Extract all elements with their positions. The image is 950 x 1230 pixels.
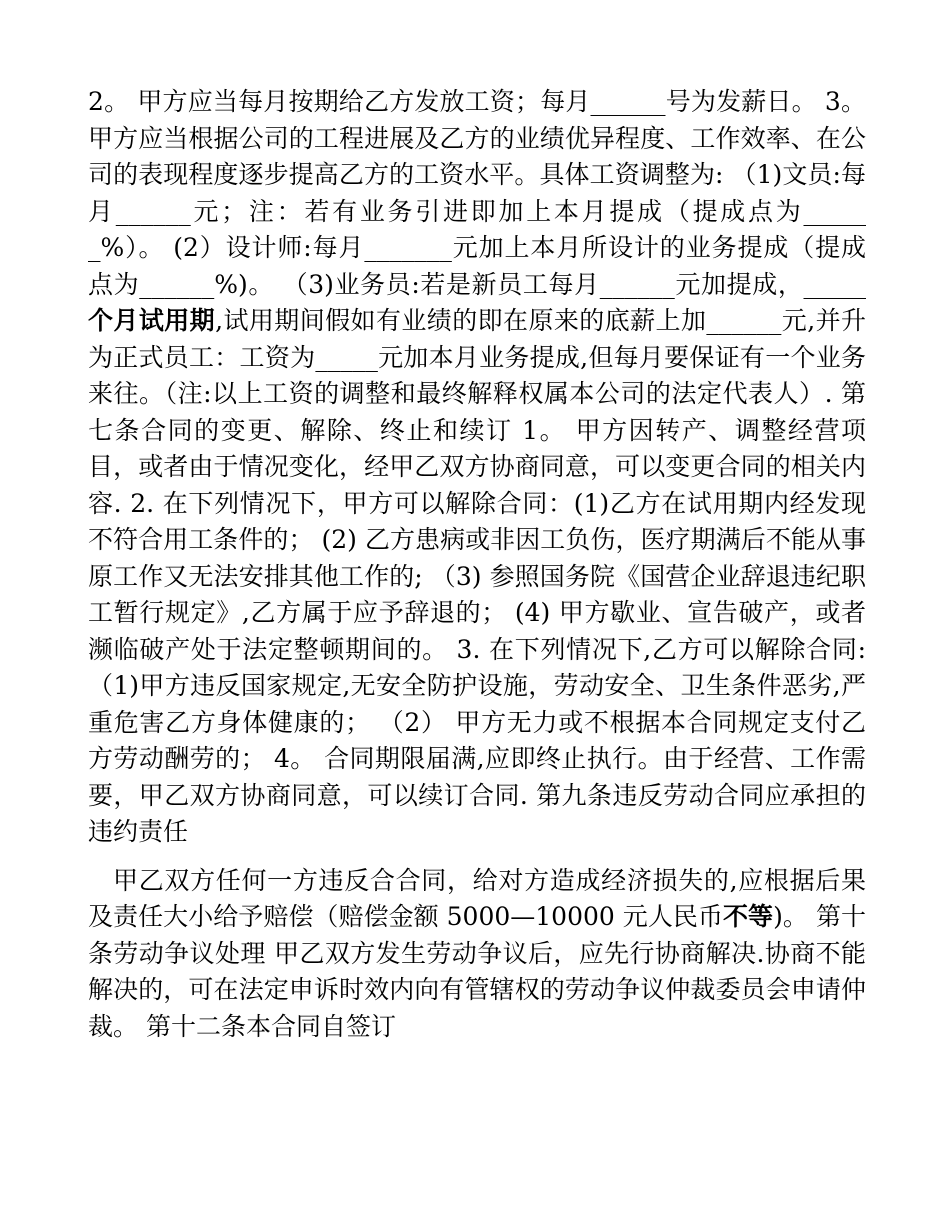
contract-paragraph-2 [88, 863, 866, 1046]
contract-paragraph-1 [88, 84, 866, 851]
probation-period-bold: 个月试用期 [88, 306, 216, 335]
paragraph-1-text-a: 2。 甲方应当每月按期给乙方发放工资；每月______号为发薪日。 3。甲方应当根据公司的工程进展及乙方的业绩优异程度、工作效率、在公司的表现程度逐步提高乙方的工资水平。具体工资调整为: （1)文员:每月______元；注：若有业务引进即加上本月提成（提成点为______%）。 (2）设计师:每月_______元加上本月所设计的业务提成（提成点为______%)。 （3)业务员:若是新员工每月______元加提成，_____ [88, 87, 866, 299]
paragraph-1-text-b: ,试用期间假如有业绩的即在原来的底薪上加______元,并升为正式员工：工资为_____元加本月业务提成,但每月要保证有一个业务来往。（注:以上工资的调整和最终解释权属本公司的法定代表人）. 第七条合同的变更、解除、终止和续订 1。 甲方因转产、调整经营项目，或者由于情况变化，经甲乙双方协商同意，可以变更合同的相关内容. 2. 在下列情况下，甲方可以解除合同：(1)乙方在试用期内经发现不符合用工条件的； (2) 乙方患病或非因工负伤，医疗期满后不能从事原工作又无法安排其他工作的; （3) 参照国务院《国营企业辞退违纪职工暂行规定》,乙方属于应予辞退的； (4) 甲方歇业、宣告破产，或者濒临破产处于法定整顿期间的。 3. 在下列情况下,乙方可以解除合同: （1)甲方违反国家规定,无安全防护设施，劳动安全、卫生条件恶劣,严重危害乙方身体健康的； （2） 甲方无力或不根据本合同规定支付乙方劳动酬劳的； 4。 合同期限届满,应即终止执行。由于经营、工作需要，甲乙双方协商同意，可以续订合同. 第九条违反劳动合同应承担的违约责任 [88, 306, 866, 846]
document-page [88, 84, 866, 1045]
compensation-range-bold: 不等 [723, 902, 774, 931]
paragraph-2-text-a: 甲乙双方任何一方违反合合同，给对方造成经济损失的,应根据后果及责任大小给予赔偿（赔偿金额 5000—10000 元人民币 [88, 865, 866, 931]
paragraph-2-text-b: )。 第十条劳动争议处理 甲乙双方发生劳动争议后，应先行协商解决.协商不能解决的，可在法定申诉时效内向有管辖权的劳动争议仲裁委员会申请仲裁。 第十二条本合同自签订 [88, 902, 866, 1041]
